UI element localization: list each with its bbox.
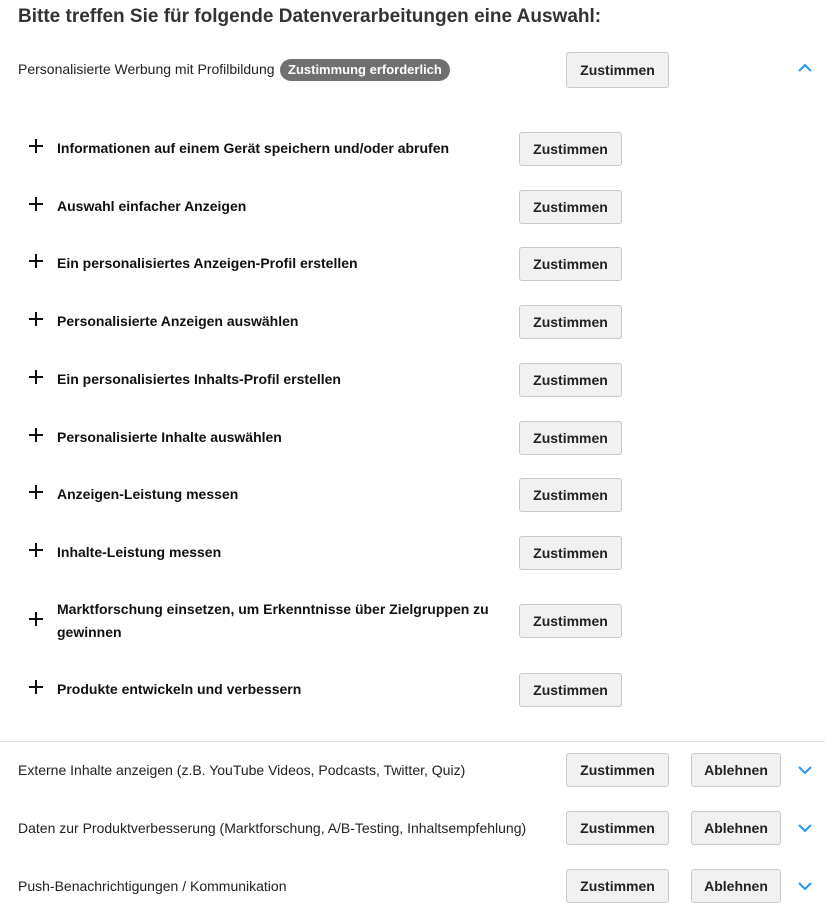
other-purpose-agree-button[interactable]: Zustimmen bbox=[566, 753, 669, 787]
other-purpose-agree-button[interactable]: Zustimmen bbox=[566, 869, 669, 903]
sub-purpose-agree-button[interactable]: Zustimmen bbox=[519, 536, 622, 570]
expand-plus-icon[interactable] bbox=[29, 543, 43, 557]
sub-purpose-label: Inhalte-Leistung messen bbox=[57, 544, 222, 560]
sub-purpose-label: Personalisierte Inhalte auswählen bbox=[57, 429, 282, 445]
sub-purpose-label: Marktforschung einsetzen, um Erkenntnisse über Zielgruppen zu gewinnen bbox=[57, 601, 489, 640]
main-purpose-agree-button[interactable]: Zustimmen bbox=[566, 52, 669, 88]
sub-purpose-agree-button[interactable]: Zustimmen bbox=[519, 604, 622, 638]
sub-purpose-label: Anzeigen-Leistung messen bbox=[57, 486, 239, 502]
sub-purpose-agree-button[interactable]: Zustimmen bbox=[519, 132, 622, 166]
required-badge: Zustimmung erforderlich bbox=[280, 59, 450, 81]
expand-plus-icon[interactable] bbox=[29, 312, 43, 326]
sub-purpose-label: Ein personalisiertes Anzeigen-Profil erstellen bbox=[57, 255, 358, 271]
expand-plus-icon[interactable] bbox=[29, 139, 43, 153]
expand-plus-icon[interactable] bbox=[29, 428, 43, 442]
other-purpose-label: Externe Inhalte anzeigen (z.B. YouTube Videos, Podcasts, Twitter, Quiz) bbox=[18, 762, 466, 778]
sub-purpose-label: Produkte entwickeln und verbessern bbox=[57, 681, 302, 697]
sub-purpose-agree-button[interactable]: Zustimmen bbox=[519, 190, 622, 224]
other-purpose-label: Daten zur Produktverbesserung (Marktforschung, A/B-Testing, Inhaltsempfehlung) bbox=[18, 820, 527, 836]
other-purpose-decline-button[interactable]: Ablehnen bbox=[691, 811, 781, 845]
chevron-down-icon[interactable] bbox=[798, 881, 812, 891]
sub-purpose-agree-button[interactable]: Zustimmen bbox=[519, 673, 622, 707]
sub-purpose-label: Ein personalisiertes Inhalts-Profil erstellen bbox=[57, 371, 341, 387]
expand-plus-icon[interactable] bbox=[29, 680, 43, 694]
expand-plus-icon[interactable] bbox=[29, 612, 43, 626]
expand-plus-icon[interactable] bbox=[29, 254, 43, 268]
other-purpose-label: Push-Benachrichtigungen / Kommunikation bbox=[18, 878, 287, 894]
sub-purpose-label: Auswahl einfacher Anzeigen bbox=[57, 198, 247, 214]
sub-purpose-agree-button[interactable]: Zustimmen bbox=[519, 421, 622, 455]
expand-plus-icon[interactable] bbox=[29, 197, 43, 211]
expand-plus-icon[interactable] bbox=[29, 485, 43, 499]
expand-plus-icon[interactable] bbox=[29, 370, 43, 384]
chevron-up-icon[interactable] bbox=[798, 63, 812, 73]
sub-purpose-agree-button[interactable]: Zustimmen bbox=[519, 478, 622, 512]
other-purpose-agree-button[interactable]: Zustimmen bbox=[566, 811, 669, 845]
chevron-down-icon[interactable] bbox=[798, 823, 812, 833]
sub-purpose-agree-button[interactable]: Zustimmen bbox=[519, 305, 622, 339]
sub-purpose-agree-button[interactable]: Zustimmen bbox=[519, 363, 622, 397]
other-purpose-decline-button[interactable]: Ablehnen bbox=[691, 869, 781, 903]
sub-purpose-label: Personalisierte Anzeigen auswählen bbox=[57, 313, 299, 329]
page-heading: Bitte treffen Sie für folgende Datenverarbeitungen eine Auswahl: bbox=[18, 6, 602, 27]
sub-purpose-agree-button[interactable]: Zustimmen bbox=[519, 247, 622, 281]
section-divider bbox=[0, 741, 825, 742]
other-purpose-decline-button[interactable]: Ablehnen bbox=[691, 753, 781, 787]
chevron-down-icon[interactable] bbox=[798, 765, 812, 775]
sub-purpose-label: Informationen auf einem Gerät speichern und/oder abrufen bbox=[57, 140, 450, 156]
main-purpose-label: Personalisierte Werbung mit Profilbildung bbox=[18, 61, 275, 77]
